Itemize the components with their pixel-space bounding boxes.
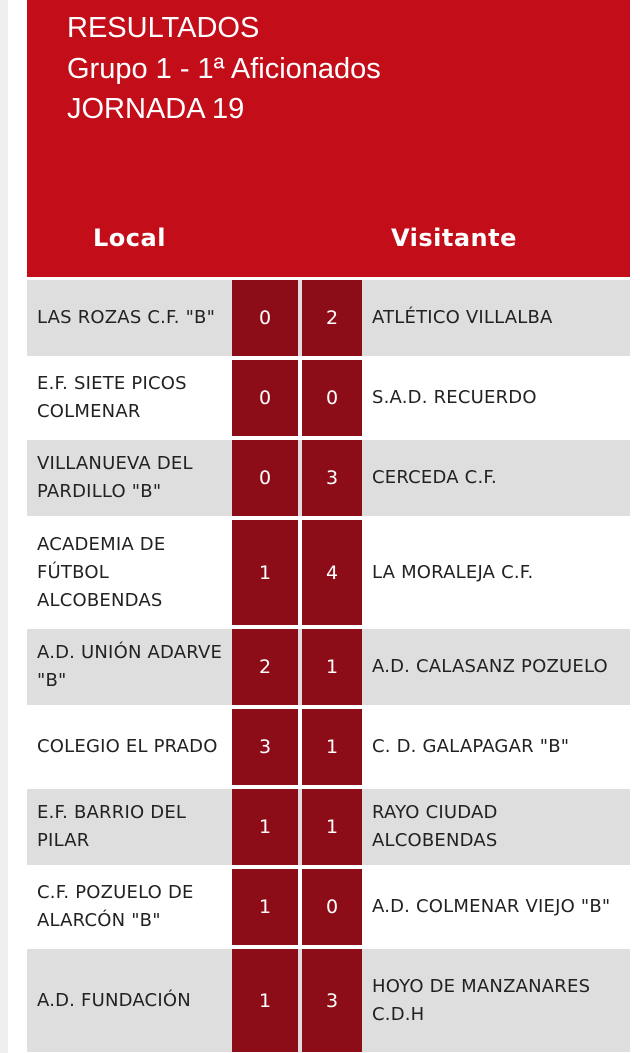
visitante-team: RAYO CIUDAD ALCOBENDAS (372, 802, 498, 851)
local-team: C.F. POZUELO DE ALARCÓN "B" (37, 882, 194, 931)
local-team: A.D. FUNDACIÓN (37, 989, 191, 1011)
home-score: 0 (232, 360, 298, 436)
visitante-team: HOYO DE MANZANARES C.D.H (372, 975, 591, 1025)
visitante-team: S.A.D. RECUERDO (372, 387, 537, 408)
home-score: 0 (232, 280, 298, 356)
match-row[interactable] (27, 709, 630, 785)
visitante-team: CERCEDA C.F. (372, 467, 497, 488)
visitante-team: ATLÉTICO VILLALBA (372, 307, 553, 328)
home-score: 0 (232, 440, 298, 516)
left-margin-strip (0, 0, 8, 1053)
page-title: RESULTADOS (67, 12, 260, 44)
away-score: 4 (302, 520, 362, 625)
results-header (27, 0, 630, 277)
away-score: 0 (302, 360, 362, 436)
visitante-team: C. D. GALAPAGAR "B" (372, 736, 570, 757)
match-row[interactable] (27, 280, 630, 356)
home-score: 2 (232, 629, 298, 705)
column-header-local: Local (93, 224, 166, 252)
local-team: A.D. UNIÓN ADARVE "B" (37, 642, 223, 691)
local-team: E.F. SIETE PICOS COLMENAR (37, 373, 187, 422)
local-team: E.F. BARRIO DEL PILAR (37, 802, 187, 851)
away-score: 1 (302, 789, 362, 865)
home-score: 1 (232, 949, 298, 1052)
match-row[interactable] (27, 869, 630, 945)
results-table (27, 280, 630, 1053)
away-score: 2 (302, 280, 362, 356)
match-row[interactable] (27, 949, 630, 1052)
home-score: 1 (232, 789, 298, 865)
match-row[interactable] (27, 360, 630, 436)
home-score: 1 (232, 869, 298, 945)
home-score: 1 (232, 520, 298, 625)
local-team: LAS ROZAS C.F. "B" (37, 307, 216, 328)
match-row[interactable] (27, 440, 630, 516)
match-row[interactable] (27, 629, 630, 705)
local-team: VILLANUEVA DEL PARDILLO "B" (37, 453, 193, 502)
match-row[interactable] (27, 520, 630, 625)
away-score: 1 (302, 709, 362, 785)
column-header-visitante: Visitante (391, 224, 517, 252)
local-team: COLEGIO EL PRADO (37, 736, 218, 757)
group-subtitle: Grupo 1 - 1ª Aficionados (67, 53, 381, 85)
home-score: 3 (232, 709, 298, 785)
visitante-team: A.D. COLMENAR VIEJO "B" (372, 896, 611, 917)
visitante-team: LA MORALEJA C.F. (372, 561, 534, 583)
visitante-team: A.D. CALASANZ POZUELO (372, 656, 608, 677)
away-score: 3 (302, 949, 362, 1052)
away-score: 0 (302, 869, 362, 945)
away-score: 3 (302, 440, 362, 516)
round-label: JORNADA 19 (67, 93, 245, 125)
local-team: ACADEMIA DE FÚTBOL ALCOBENDAS (37, 533, 166, 611)
match-row[interactable] (27, 789, 630, 865)
away-score: 1 (302, 629, 362, 705)
